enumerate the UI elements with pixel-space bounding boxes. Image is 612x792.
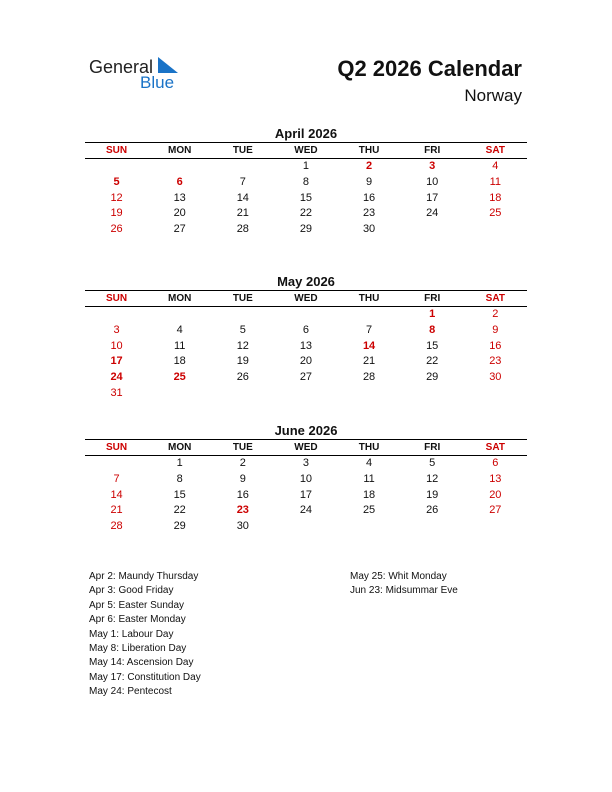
- weekday-label: THU: [358, 442, 380, 453]
- day-cell: 15: [299, 191, 313, 204]
- day-cell: 19: [110, 207, 123, 220]
- day-cell: [464, 222, 527, 238]
- day-cell: 1: [429, 308, 436, 320]
- day-grid: [85, 456, 527, 535]
- day-cell: [338, 519, 401, 535]
- weekday-label: SUN: [106, 442, 128, 453]
- day-cell: 8: [176, 472, 183, 485]
- day-cell: 14: [110, 488, 123, 501]
- day-cell: 30: [489, 371, 502, 384]
- day-cell: 25: [489, 207, 502, 220]
- day-cell: 6: [302, 323, 309, 336]
- day-cell: 14: [236, 191, 249, 204]
- month-block: [85, 273, 527, 402]
- day-cell: 24: [110, 371, 123, 384]
- day-cell: 4: [176, 323, 183, 336]
- day-cell: 30: [236, 520, 249, 533]
- day-cell: 25: [173, 371, 186, 384]
- day-cell: 17: [426, 191, 439, 204]
- day-cell: 27: [489, 504, 502, 517]
- weekday-label: SAT: [485, 442, 505, 453]
- day-cell: 24: [426, 207, 439, 220]
- day-cell: [274, 519, 337, 535]
- page-title: Q2 2026 Calendar: [337, 56, 522, 81]
- holiday-list-left: [89, 570, 201, 700]
- weekday-label: TUE: [232, 293, 253, 304]
- day-cell: [401, 386, 464, 402]
- day-cell: 31: [110, 386, 123, 399]
- day-cell: [211, 386, 274, 402]
- day-cell: 16: [362, 191, 376, 204]
- weekday-label: WED: [294, 293, 318, 304]
- day-cell: 4: [366, 457, 373, 469]
- weekday-header: [85, 439, 527, 456]
- day-cell: 9: [492, 323, 499, 336]
- day-cell: 3: [429, 160, 436, 172]
- day-cell: 25: [362, 504, 376, 517]
- weekday-label: MON: [168, 293, 192, 304]
- day-cell: 23: [489, 355, 502, 368]
- day-cell: 23: [362, 207, 376, 220]
- holiday-item: Apr 2: Maundy Thursday: [89, 571, 199, 582]
- day-cell: 19: [426, 488, 439, 501]
- day-cell: 16: [489, 339, 502, 352]
- day-cell: [274, 386, 337, 402]
- day-cell: 1: [176, 457, 183, 469]
- day-cell: 29: [299, 223, 313, 236]
- day-cell: [464, 386, 527, 402]
- day-cell: 30: [362, 223, 376, 236]
- day-cell: [85, 307, 148, 323]
- day-cell: 20: [173, 207, 186, 220]
- day-cell: 9: [366, 175, 373, 188]
- day-cell: 6: [492, 457, 499, 469]
- day-cell: 27: [173, 223, 186, 236]
- weekday-label: SUN: [106, 293, 128, 304]
- holiday-item: Jun 23: Midsummar Eve: [350, 585, 458, 597]
- day-cell: 13: [489, 472, 502, 485]
- country-name: Norway: [464, 86, 522, 105]
- day-cell: 26: [110, 223, 123, 236]
- day-grid: [85, 307, 527, 402]
- weekday-label: SAT: [485, 145, 505, 156]
- day-cell: 17: [299, 488, 313, 501]
- day-cell: 7: [366, 323, 373, 336]
- month-name: June 2026: [274, 423, 338, 438]
- day-cell: [148, 386, 211, 402]
- day-cell: 13: [173, 191, 186, 204]
- weekday-label: WED: [294, 145, 318, 156]
- weekday-label: THU: [358, 293, 380, 304]
- day-cell: 19: [236, 355, 249, 368]
- day-cell: 13: [299, 339, 313, 352]
- day-cell: 18: [489, 191, 502, 204]
- day-cell: 27: [299, 371, 313, 384]
- weekday-label: FRI: [424, 293, 441, 304]
- holiday-item: Apr 6: Easter Monday: [89, 614, 186, 626]
- holiday-item: May 8: Liberation Day: [89, 643, 187, 655]
- weekday-label: MON: [168, 145, 192, 156]
- day-cell: 4: [492, 160, 499, 172]
- day-cell: 3: [113, 323, 120, 336]
- day-cell: [401, 222, 464, 238]
- day-cell: 8: [429, 323, 436, 336]
- holiday-item: May 14: Ascension Day: [89, 657, 194, 669]
- weekday-label: FRI: [424, 442, 441, 453]
- month-name: April 2026: [274, 126, 338, 141]
- day-cell: 22: [173, 504, 186, 517]
- holiday-item: May 24: Pentecost: [89, 686, 172, 698]
- logo-general-text: General: [89, 57, 154, 77]
- holiday-item: May 17: Constitution Day: [89, 671, 201, 683]
- day-cell: [401, 519, 464, 535]
- day-cell: 24: [299, 504, 313, 517]
- day-cell: 26: [426, 504, 439, 517]
- day-cell: 21: [362, 355, 376, 368]
- day-cell: [148, 159, 211, 175]
- day-cell: [85, 456, 148, 472]
- day-cell: 10: [110, 339, 123, 352]
- day-cell: 12: [110, 191, 123, 204]
- day-cell: 29: [173, 520, 186, 533]
- day-cell: 2: [239, 457, 246, 469]
- weekday-label: MON: [168, 442, 192, 453]
- weekday-label: TUE: [232, 442, 253, 453]
- day-cell: 21: [236, 207, 249, 220]
- day-cell: 22: [299, 207, 313, 220]
- day-cell: 12: [236, 339, 249, 352]
- weekday-label: FRI: [424, 145, 441, 156]
- day-grid: [85, 159, 527, 238]
- day-cell: 12: [426, 472, 439, 485]
- day-cell: 11: [363, 472, 375, 485]
- day-cell: 28: [236, 223, 249, 236]
- day-cell: 2: [366, 160, 373, 172]
- day-cell: 5: [239, 323, 246, 336]
- weekday-label: TUE: [232, 145, 253, 156]
- month-block: [85, 125, 527, 238]
- holiday-item: Apr 5: Easter Sunday: [89, 599, 185, 611]
- day-cell: 3: [302, 457, 309, 469]
- weekday-header: [85, 142, 527, 159]
- month-block: [85, 422, 527, 535]
- day-cell: 23: [236, 504, 249, 517]
- day-cell: 18: [362, 488, 376, 501]
- day-cell: [211, 159, 274, 175]
- day-cell: [211, 307, 274, 323]
- day-cell: 8: [302, 175, 309, 188]
- weekday-label: THU: [358, 145, 380, 156]
- holiday-list-right: [350, 570, 458, 599]
- day-cell: 5: [113, 175, 120, 188]
- day-cell: 20: [489, 488, 502, 501]
- day-cell: 21: [110, 504, 123, 517]
- day-cell: [464, 519, 527, 535]
- weekday-label: SUN: [106, 145, 128, 156]
- logo-triangle-icon: [158, 57, 178, 73]
- day-cell: 6: [176, 175, 183, 188]
- day-cell: 26: [236, 371, 249, 384]
- day-cell: 7: [113, 472, 120, 485]
- holiday-item: May 25: Whit Monday: [350, 571, 447, 582]
- day-cell: 29: [426, 371, 439, 384]
- day-cell: 15: [426, 339, 439, 352]
- day-cell: 15: [173, 488, 186, 501]
- day-cell: 9: [239, 472, 246, 485]
- day-cell: 28: [362, 371, 376, 384]
- day-cell: 10: [299, 472, 313, 485]
- logo-blue-text: Blue: [140, 73, 175, 92]
- day-cell: 10: [426, 175, 439, 188]
- day-cell: 7: [239, 175, 246, 188]
- day-cell: 17: [110, 355, 123, 368]
- day-cell: 14: [362, 339, 376, 352]
- weekday-header: [85, 290, 527, 307]
- day-cell: [338, 307, 401, 323]
- day-cell: [274, 307, 337, 323]
- holiday-item: Apr 3: Good Friday: [89, 585, 174, 597]
- day-cell: 16: [236, 488, 249, 501]
- month-name: May 2026: [277, 274, 335, 289]
- day-cell: 11: [173, 339, 186, 352]
- day-cell: 28: [110, 520, 123, 533]
- day-cell: 22: [426, 355, 439, 368]
- day-cell: [148, 307, 211, 323]
- weekday-label: WED: [294, 442, 318, 453]
- day-cell: 5: [429, 457, 436, 469]
- day-cell: 20: [299, 355, 313, 368]
- day-cell: [338, 386, 401, 402]
- day-cell: 1: [302, 160, 309, 172]
- day-cell: [85, 159, 148, 175]
- weekday-label: SAT: [485, 293, 505, 304]
- day-cell: 11: [489, 175, 502, 188]
- day-cell: 2: [492, 308, 499, 320]
- holiday-item: May 1: Labour Day: [89, 628, 174, 640]
- day-cell: 18: [173, 355, 186, 368]
